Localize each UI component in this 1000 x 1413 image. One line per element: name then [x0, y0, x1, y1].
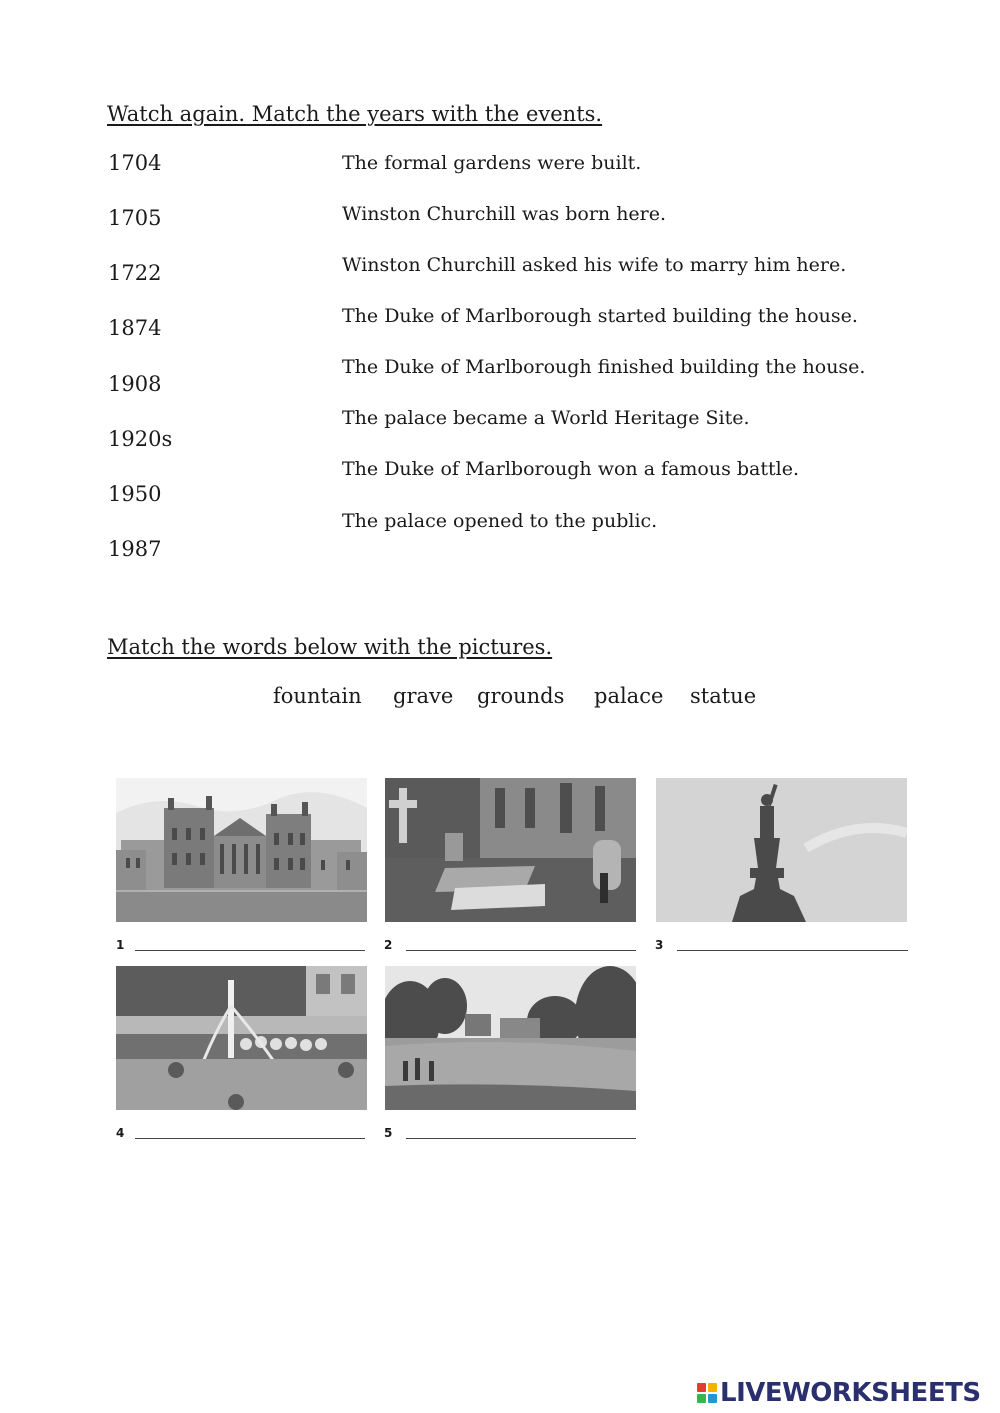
picture-number-label: 4 — [116, 1126, 125, 1140]
liveworksheets-logo — [697, 1376, 981, 1410]
event-item[interactable]: The formal gardens were built. — [342, 152, 642, 174]
year-item[interactable]: 1950 — [108, 482, 162, 506]
logo-mark-icon — [697, 1383, 717, 1403]
event-item[interactable]: The Duke of Marlborough started building the house. — [342, 305, 858, 327]
event-item[interactable]: Winston Churchill asked his wife to marry him here. — [342, 254, 847, 276]
statue-photo — [656, 778, 907, 922]
palace-photo — [116, 778, 367, 922]
event-item[interactable]: The palace became a World Heritage Site. — [342, 407, 750, 429]
year-item[interactable]: 1920s — [108, 427, 173, 451]
answer-input-1[interactable] — [135, 936, 365, 951]
word-bank-item: palace — [594, 684, 664, 708]
logo-square-icon — [697, 1383, 706, 1392]
answer-input-2[interactable] — [406, 936, 636, 951]
year-item[interactable]: 1874 — [108, 316, 162, 340]
word-bank-item: grounds — [477, 684, 565, 708]
answer-input-4[interactable] — [135, 1124, 365, 1139]
year-item[interactable]: 1704 — [108, 151, 162, 175]
year-item[interactable]: 1705 — [108, 206, 162, 230]
grave-photo — [385, 778, 636, 922]
section2-heading: Match the words below with the pictures. — [107, 635, 553, 659]
word-bank-item: fountain — [273, 684, 362, 708]
answer-input-5[interactable] — [406, 1124, 636, 1139]
event-item[interactable]: The Duke of Marlborough won a famous battle. — [342, 458, 800, 480]
logo-text: LIVEWORKSHEETS — [720, 1378, 981, 1408]
answer-input-3[interactable] — [677, 936, 908, 951]
year-item[interactable]: 1908 — [108, 372, 162, 396]
picture-number-label: 5 — [384, 1126, 393, 1140]
event-item[interactable]: Winston Churchill was born here. — [342, 203, 667, 225]
event-item[interactable]: The palace opened to the public. — [342, 510, 658, 532]
section1-heading: Watch again. Match the years with the events. — [107, 102, 603, 126]
picture-number-label: 2 — [384, 938, 393, 952]
picture-number-label: 1 — [116, 938, 125, 952]
logo-square-icon — [697, 1394, 706, 1403]
grounds-photo — [385, 966, 636, 1110]
logo-square-icon — [708, 1383, 717, 1392]
year-item[interactable]: 1987 — [108, 537, 162, 561]
word-bank-item: statue — [690, 684, 757, 708]
logo-square-icon — [708, 1394, 717, 1403]
event-item[interactable]: The Duke of Marlborough finished building the house. — [342, 356, 866, 378]
year-item[interactable]: 1722 — [108, 261, 162, 285]
fountain-photo — [116, 966, 367, 1110]
picture-number-label: 3 — [655, 938, 664, 952]
word-bank-item: grave — [393, 684, 454, 708]
